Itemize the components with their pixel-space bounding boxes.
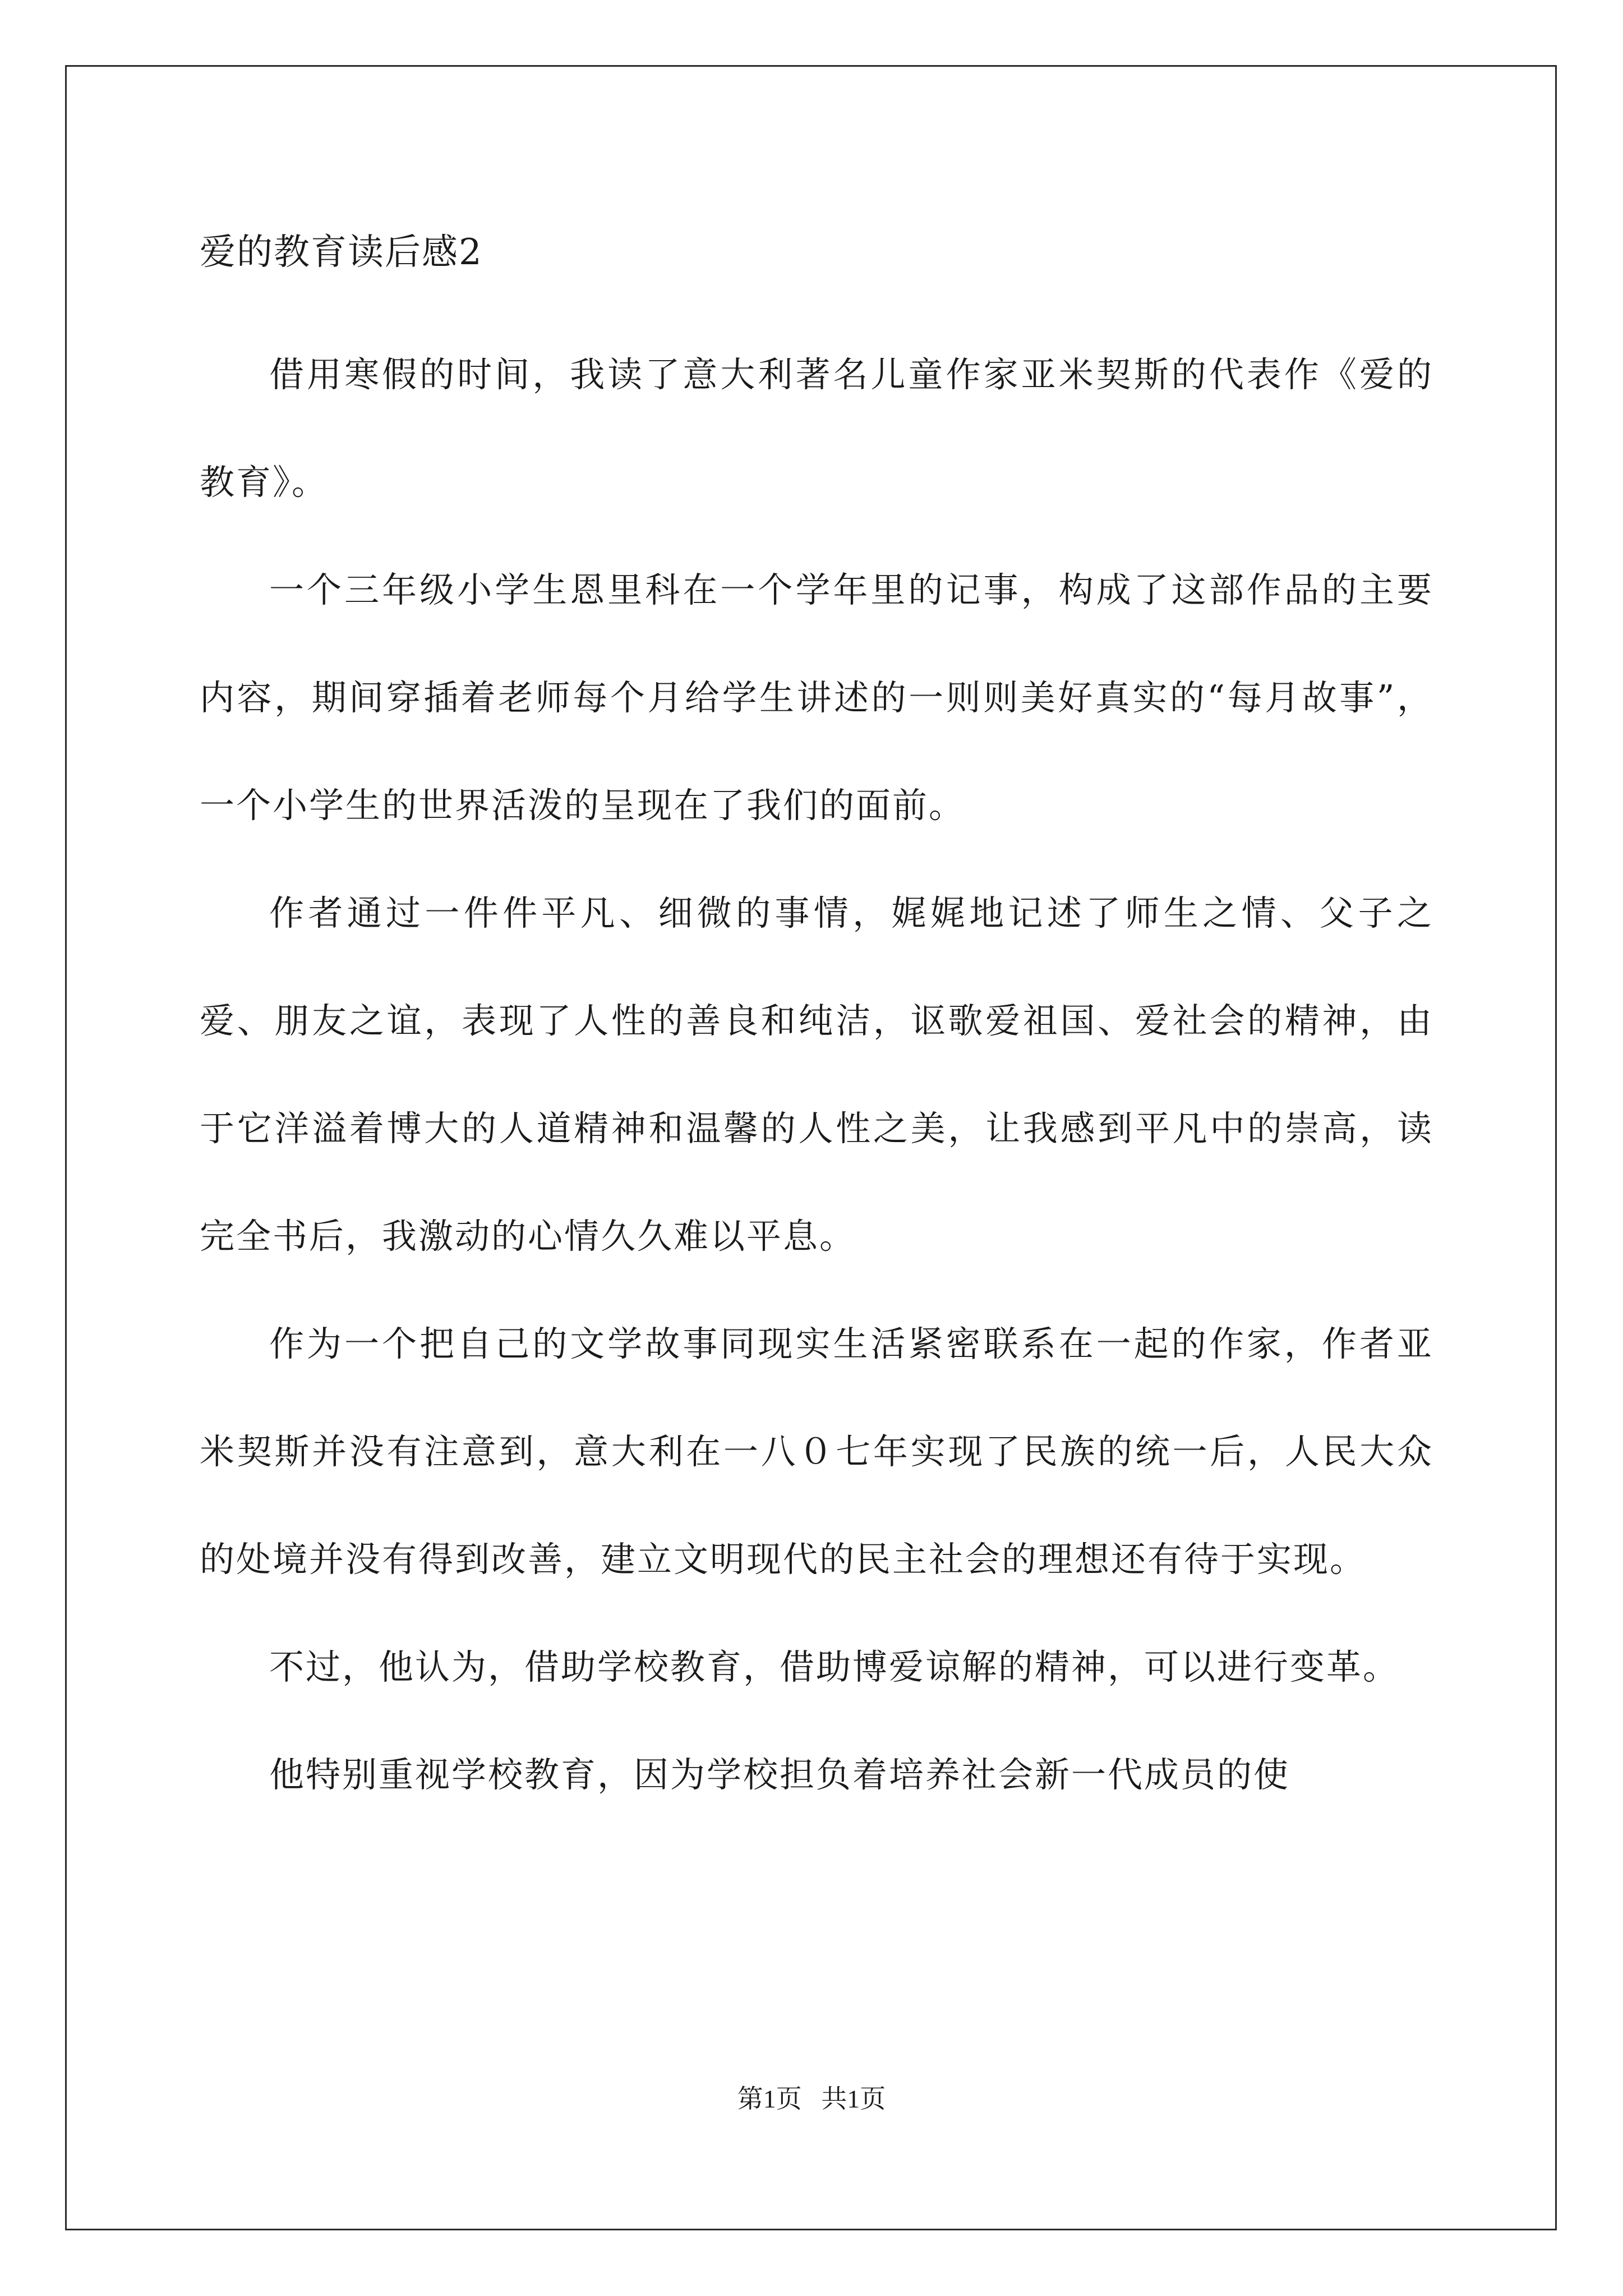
document-title: 爱的教育读后感2	[200, 232, 483, 273]
page-number-footer: 第1页 共1页	[737, 2085, 886, 2113]
paragraph: 他特别重视学校教育，因为学校担负着培养社会新一代成员的使	[269, 1754, 1290, 1795]
paragraph: 作者通过一件件平凡、细微的事情，娓娓地记述了师生之情、父子之爱、朋友之谊，表现了人性的善良和纯洁，讴歌爱祖国、爱社会的精神，由于它洋溢着博大的人道精神和温馨的人性之美，让我感到平凡中的崇高，读完全书后，我激动的心情久久难以平息。	[200, 892, 1433, 1257]
paragraph: 借用寒假的时间，我读了意大利著名儿童作家亚米契斯的代表作《爱的教育》。	[200, 354, 1433, 503]
paragraph: 不过，他认为，借助学校教育，借助博爱谅解的精神，可以进行变革。	[269, 1646, 1400, 1687]
paragraph: 一个三年级小学生恩里科在一个学年里的记事，构成了这部作品的主要内容，期间穿插着老师每个月给学生讲述的一则则美好真实的“每月故事”，一个小学生的世界活泼的呈现在了我们的面前。	[200, 569, 1433, 826]
document-body	[200, 321, 1433, 1829]
paragraph: 作为一个把自己的文学故事同现实生活紧密联系在一起的作家，作者亚米契斯并没有注意到，意大利在一八０七年实现了民族的统一后，人民大众的处境并没有得到改善，建立文明现代的民主社会的理想还有待于实现。	[200, 1323, 1433, 1580]
